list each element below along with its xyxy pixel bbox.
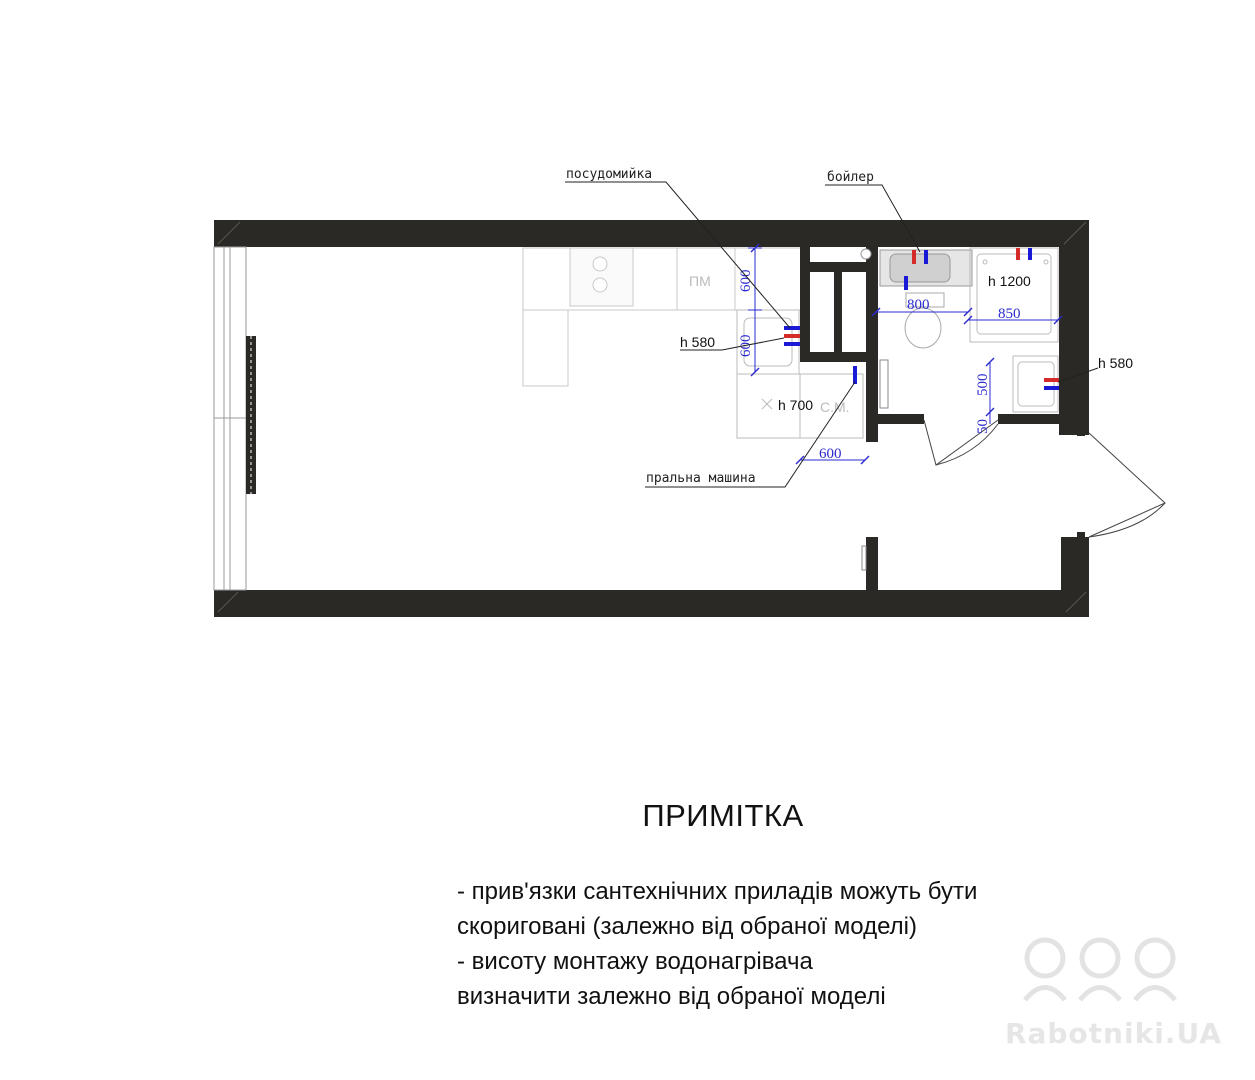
- radiator: [246, 336, 256, 494]
- dim-boiler-width: 800: [907, 297, 930, 313]
- note-line-2: скориговані (залежно від обраної моделі): [457, 913, 917, 940]
- washbasin: [1013, 356, 1058, 412]
- bath-wall-bottom-a: [878, 414, 924, 424]
- door-hinges: [1077, 428, 1085, 540]
- shaft-mid: [834, 262, 842, 362]
- note-title: ПРИМІТКА: [642, 798, 804, 833]
- dim-dishwasher-upper: 600: [738, 269, 754, 292]
- watermark-text: Rabotniki.UA: [1004, 1017, 1222, 1050]
- label-boiler: бойлер: [827, 170, 874, 185]
- height-shower: h 1200: [988, 273, 1031, 289]
- window-left: [214, 247, 246, 590]
- bath-wall-left: [866, 247, 878, 442]
- label-washing-machine: пральна машина: [646, 471, 756, 486]
- dim-basin-offset: 50: [975, 419, 991, 434]
- doors: [924, 420, 1165, 537]
- dim-basin-height: 500: [975, 373, 991, 396]
- dim-shower-width: 850: [998, 306, 1021, 322]
- sm-label: С.М.: [820, 399, 850, 415]
- pm-label: ПМ: [689, 273, 711, 289]
- bath-wall-bottom-b: [998, 414, 1059, 424]
- height-sink-kitchen: h 580: [680, 334, 716, 350]
- wall-top: [214, 220, 1089, 247]
- height-washer: h 700: [778, 397, 814, 413]
- kitchen-counter: [523, 248, 803, 386]
- dim-washer-width: 600: [819, 446, 842, 462]
- note-line-1: - прив'язки сантехнічних приладів можуть бути: [457, 878, 978, 905]
- wall-right-upper: [1059, 220, 1089, 435]
- partition-lower: [866, 537, 878, 590]
- note-line-4: визначити залежно від обраної моделі: [457, 983, 886, 1010]
- shower-tray: [970, 248, 1058, 342]
- height-basin: h 580: [1098, 355, 1134, 371]
- dim-dishwasher-lower: 600: [738, 334, 754, 357]
- note-line-3: - висоту монтажу водонагрівача: [457, 948, 813, 975]
- label-dishwasher: посудомийка: [566, 167, 653, 182]
- watermark-workers-icon: [1020, 930, 1220, 1005]
- wall-right-lower: [1061, 537, 1089, 617]
- note-lines: [457, 874, 977, 1014]
- wall-bottom: [214, 590, 1089, 617]
